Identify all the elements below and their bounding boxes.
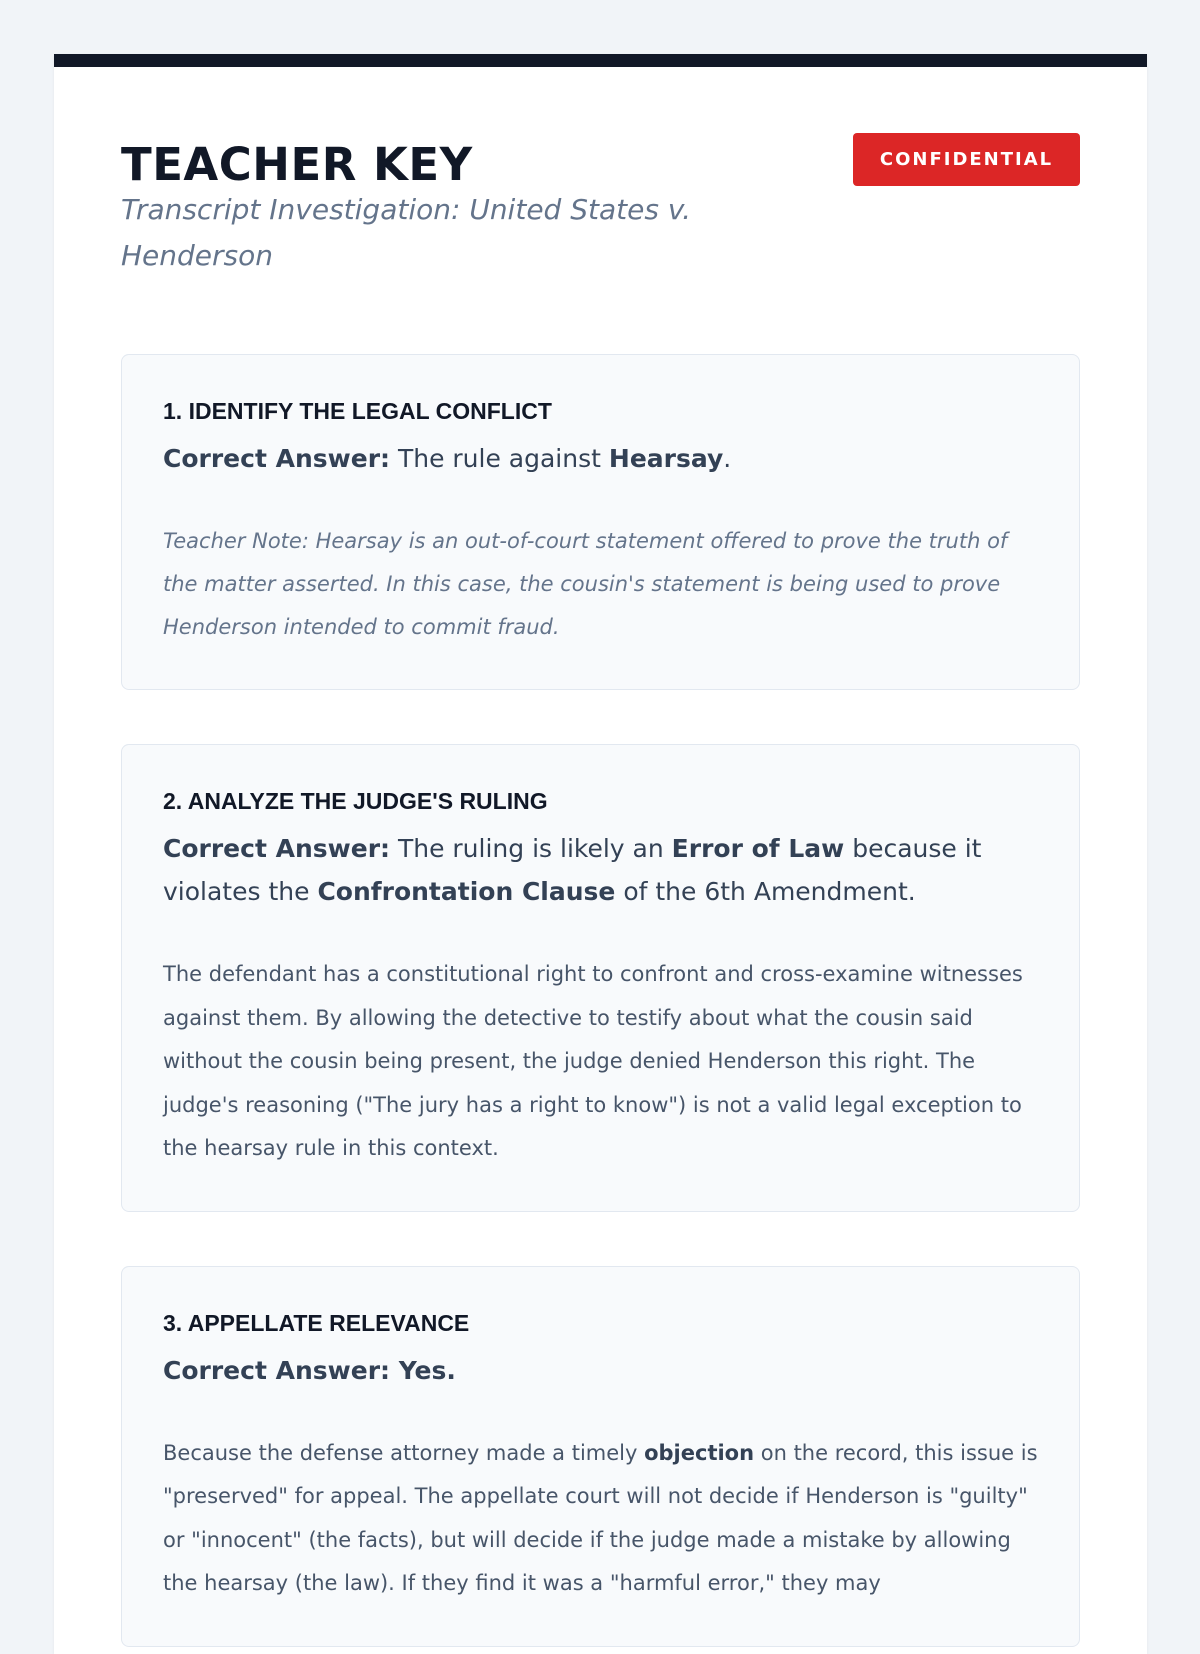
answer-text: . bbox=[723, 444, 732, 473]
explanation-text: The defendant has a constitutional right to confront and cross-examine witnesses against them. By allowing the detective to testify about what the cousin said without the cousin being present, the judge denied Henderson this right. The judge's reasoning ("The jury has a right to know") is not a valid legal exception to the hearsay rule in this context. bbox=[163, 962, 1023, 1160]
section-appellate-relevance bbox=[121, 1266, 1080, 1647]
explanation-keyword: objection bbox=[644, 1440, 755, 1465]
correct-answer bbox=[163, 827, 1038, 913]
explanation-part: Because the defense attorney made a timely bbox=[163, 1440, 645, 1465]
answer-text: because it violates the bbox=[163, 834, 982, 906]
answer-text: The ruling is likely an bbox=[390, 834, 672, 863]
answer-keyword: Hearsay bbox=[608, 444, 724, 473]
correct-answer bbox=[163, 437, 1038, 480]
confidential-badge: CONFIDENTIAL bbox=[853, 133, 1080, 186]
answer-label: Correct Answer: bbox=[163, 444, 391, 473]
page-header bbox=[54, 67, 1147, 354]
page-title: TEACHER KEY bbox=[121, 138, 473, 191]
explanation-text bbox=[163, 1432, 1038, 1606]
answer-label: Correct Answer: bbox=[163, 834, 391, 863]
page-subtitle: Transcript Investigation: United States v. Henderson bbox=[121, 193, 692, 272]
correct-answer bbox=[163, 1349, 1038, 1392]
answer-text: The rule against bbox=[390, 444, 609, 473]
section-legal-conflict bbox=[121, 354, 1080, 690]
answer-key-page bbox=[54, 54, 1147, 1654]
section-judge-ruling bbox=[121, 744, 1080, 1212]
explanation-part: on the record, this issue is "preserved" for appeal. The appellate court will not decide if Henderson is "guilty" or "innocent" (the facts), but will decide if the judge made a mistake by allowing the hearsay (the law). If they find it was a "harmful error," they may bbox=[163, 1440, 1038, 1595]
section-heading: 3. APPELLATE RELEVANCE bbox=[163, 1309, 470, 1336]
answer-label: Correct Answer: Yes. bbox=[163, 1355, 456, 1385]
answer-keyword: Error of Law bbox=[671, 834, 845, 863]
section-heading: 2. ANALYZE THE JUDGE'S RULING bbox=[163, 788, 548, 814]
section-heading: 1. IDENTIFY THE LEGAL CONFLICT bbox=[163, 398, 552, 424]
teacher-note: Teacher Note: Hearsay is an out-of-court statement offered to prove the truth of the matter asserted. In this case, the cousin's statement is being used to prove Henderson intended to commit fraud. bbox=[163, 529, 1008, 639]
answer-keyword: Confrontation Clause bbox=[317, 877, 616, 906]
answer-text: of the 6th Amendment. bbox=[615, 877, 916, 906]
